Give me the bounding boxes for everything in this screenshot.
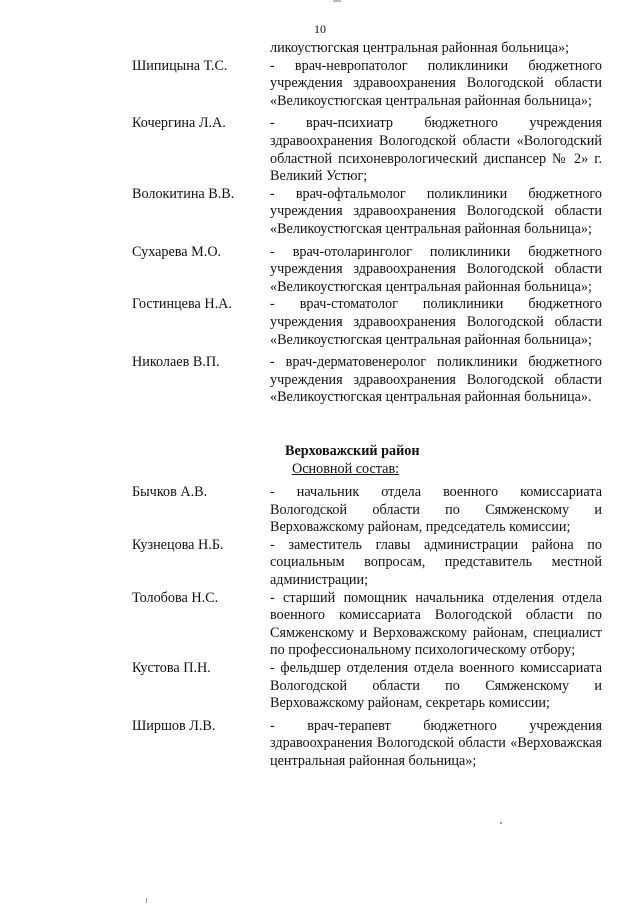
member-name: Бычков А.В. — [132, 484, 208, 501]
member-role: - заместитель главы администрации района по социальным вопросам, представитель местной администрации; — [270, 536, 602, 589]
member-entry — [132, 244, 602, 297]
member-role: - врач-психиатр бюджетного учреждения здравоохранения Вологодской области «Вологодский областной психоневрологический диспансер № 2» г. Великий Устюг; — [270, 115, 602, 185]
scan-speck — [146, 898, 147, 903]
document-body — [132, 40, 602, 771]
member-entry — [132, 186, 602, 239]
member-role: - начальник отдела военного комиссариата Вологодской области по Сямженскому и Верховажскому районам, председатель комиссии; — [270, 484, 602, 536]
member-name: Гостинцева Н.А. — [132, 296, 232, 313]
member-role: - врач-терапевт бюджетного учреждения здравоохранения Вологодской области «Верховажская центральная районная больница»; — [270, 717, 602, 769]
section-title: Верховажский район — [285, 442, 420, 459]
member-role: - врач-офтальмолог поликлиники бюджетного учреждения здравоохранения Вологодской области «Великоустюгская центральная районная больница»; — [270, 185, 602, 237]
scan-speck — [500, 822, 502, 824]
member-name: Волокитина В.В. — [132, 185, 235, 202]
member-role: - врач-невропатолог поликлиники бюджетного учреждения здравоохранения Вологодской области «Великоустюгская центральная районная больница»; — [270, 57, 602, 109]
member-entry — [132, 590, 602, 660]
member-entry — [132, 718, 602, 771]
member-role: - врач-стоматолог поликлиники бюджетного учреждения здравоохранения Вологодской области «Великоустюгская центральная районная больница»; — [270, 296, 602, 348]
member-entry — [132, 537, 602, 590]
page-number: 10 — [314, 22, 326, 36]
member-role: - фельдшер отделения отдела военного комиссариата Вологодской области по Сямженскому и Верховажскому районам, секретарь комиссии; — [270, 660, 602, 712]
member-entry — [132, 296, 602, 349]
member-entry — [132, 484, 602, 537]
member-role: - врач-дерматовенеролог поликлиники бюджетного учреждения здравоохранения Вологодской области «Великоустюгская центральная районная больница». — [270, 354, 602, 406]
member-name: Николаев В.П. — [132, 354, 220, 371]
section-subtitle: Основной состав: — [292, 461, 400, 478]
member-name: Кочергина Л.А. — [132, 115, 226, 132]
member-name: Шипицына Т.С. — [132, 57, 228, 74]
continued-text: ликоустюгская центральная районная больница»; — [270, 40, 570, 56]
member-entry — [132, 115, 602, 185]
member-entry — [132, 660, 602, 713]
member-name: Кустова П.Н. — [132, 660, 211, 676]
scan-mark — [333, 0, 341, 2]
member-name: Сухарева М.О. — [132, 243, 222, 260]
member-entry — [132, 354, 602, 407]
member-role: - старший помощник начальника отделения отдела военного комиссариата Вологодской области по Сямженскому и Верховажскому районам, специалист по профессиональному психологическому отбору; — [270, 589, 602, 659]
member-name: Кузнецова Н.Б. — [132, 536, 224, 553]
member-name: Толобова Н.С. — [132, 589, 219, 606]
member-name: Ширшов Л.В. — [132, 717, 216, 734]
member-role: - врач-отоларинголог поликлиники бюджетного учреждения здравоохранения Вологодской области «Великоустюгская центральная районная больница»; — [270, 243, 602, 295]
member-entry — [132, 58, 602, 111]
